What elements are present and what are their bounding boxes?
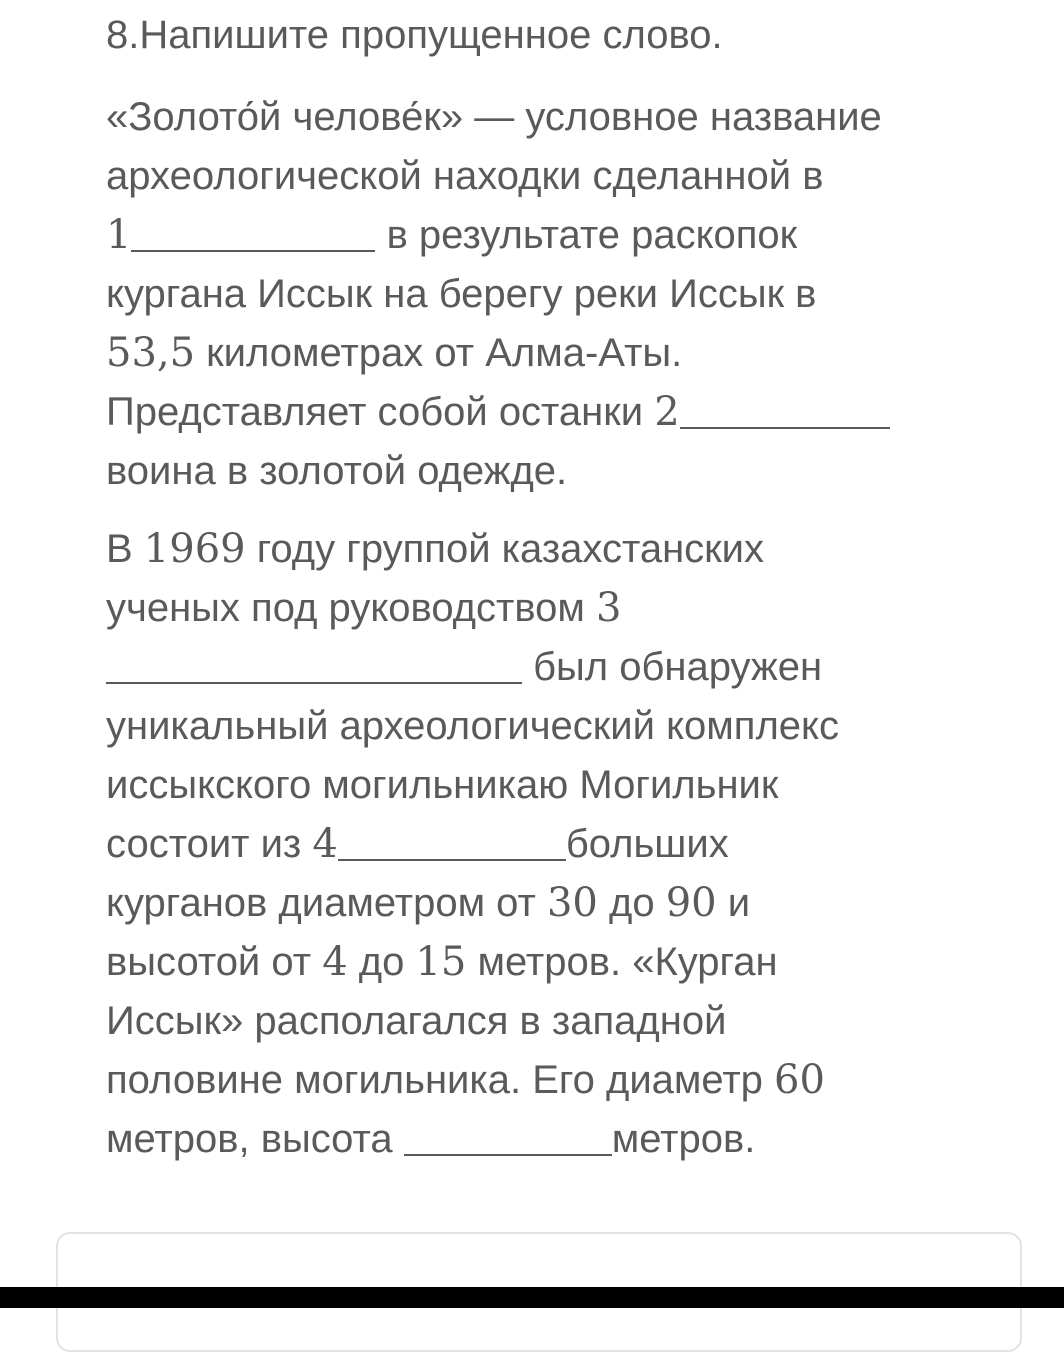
- text-line: курганов диаметром от 30 до 90 и: [106, 880, 751, 926]
- blank-number: 3: [596, 585, 622, 631]
- text-line: 1 в результате раскопок: [106, 212, 798, 258]
- blank-2: [680, 387, 890, 429]
- text-line: Иссык» располагался в западной: [106, 999, 727, 1043]
- blank-number: 1: [106, 212, 132, 258]
- text-line: Представляет собой останки 2: [106, 383, 1006, 442]
- question-content: [106, 8, 1006, 1169]
- text-line: иссыкского могильникаю Могильник: [106, 763, 779, 807]
- bottom-bar: [0, 1287, 1064, 1308]
- text-line: был обнаружен: [106, 638, 1006, 697]
- blank-number: 2: [654, 389, 680, 435]
- paragraph-issyk-complex: [106, 520, 1006, 1169]
- blank-5: [404, 1114, 612, 1156]
- text-line: археологической находки сделанной в: [106, 154, 824, 198]
- text-line: В 1969 году группой казахстанских: [106, 526, 765, 572]
- blank-number: 4: [312, 821, 338, 867]
- text-line: состоит из 4 больших: [106, 821, 729, 867]
- blank-3: [106, 642, 522, 684]
- text-line: метров, высота метров.: [106, 1110, 1006, 1169]
- paragraph-golden-man: [106, 88, 1006, 501]
- text-line: половине могильника. Его диаметр 60: [106, 1057, 825, 1103]
- blank-1: [131, 210, 375, 252]
- text-line: кургана Иссык на берегу реки Иссык в: [106, 272, 817, 316]
- text-line: уникальный археологический комплекс: [106, 704, 839, 748]
- text-line: ученых под руководством 3: [106, 585, 622, 631]
- question-title: 8.Напишите пропущенное слово.: [106, 13, 723, 57]
- text-line: «Золото́й челове́к» — условное название: [106, 95, 882, 139]
- text-line: высотой от 4 до 15 метров. «Курган: [106, 939, 778, 985]
- text-line: воина в золотой одежде.: [106, 449, 568, 493]
- text-line: 53,5 километрах от Алма-Аты.: [106, 330, 683, 376]
- blank-4: [338, 819, 566, 861]
